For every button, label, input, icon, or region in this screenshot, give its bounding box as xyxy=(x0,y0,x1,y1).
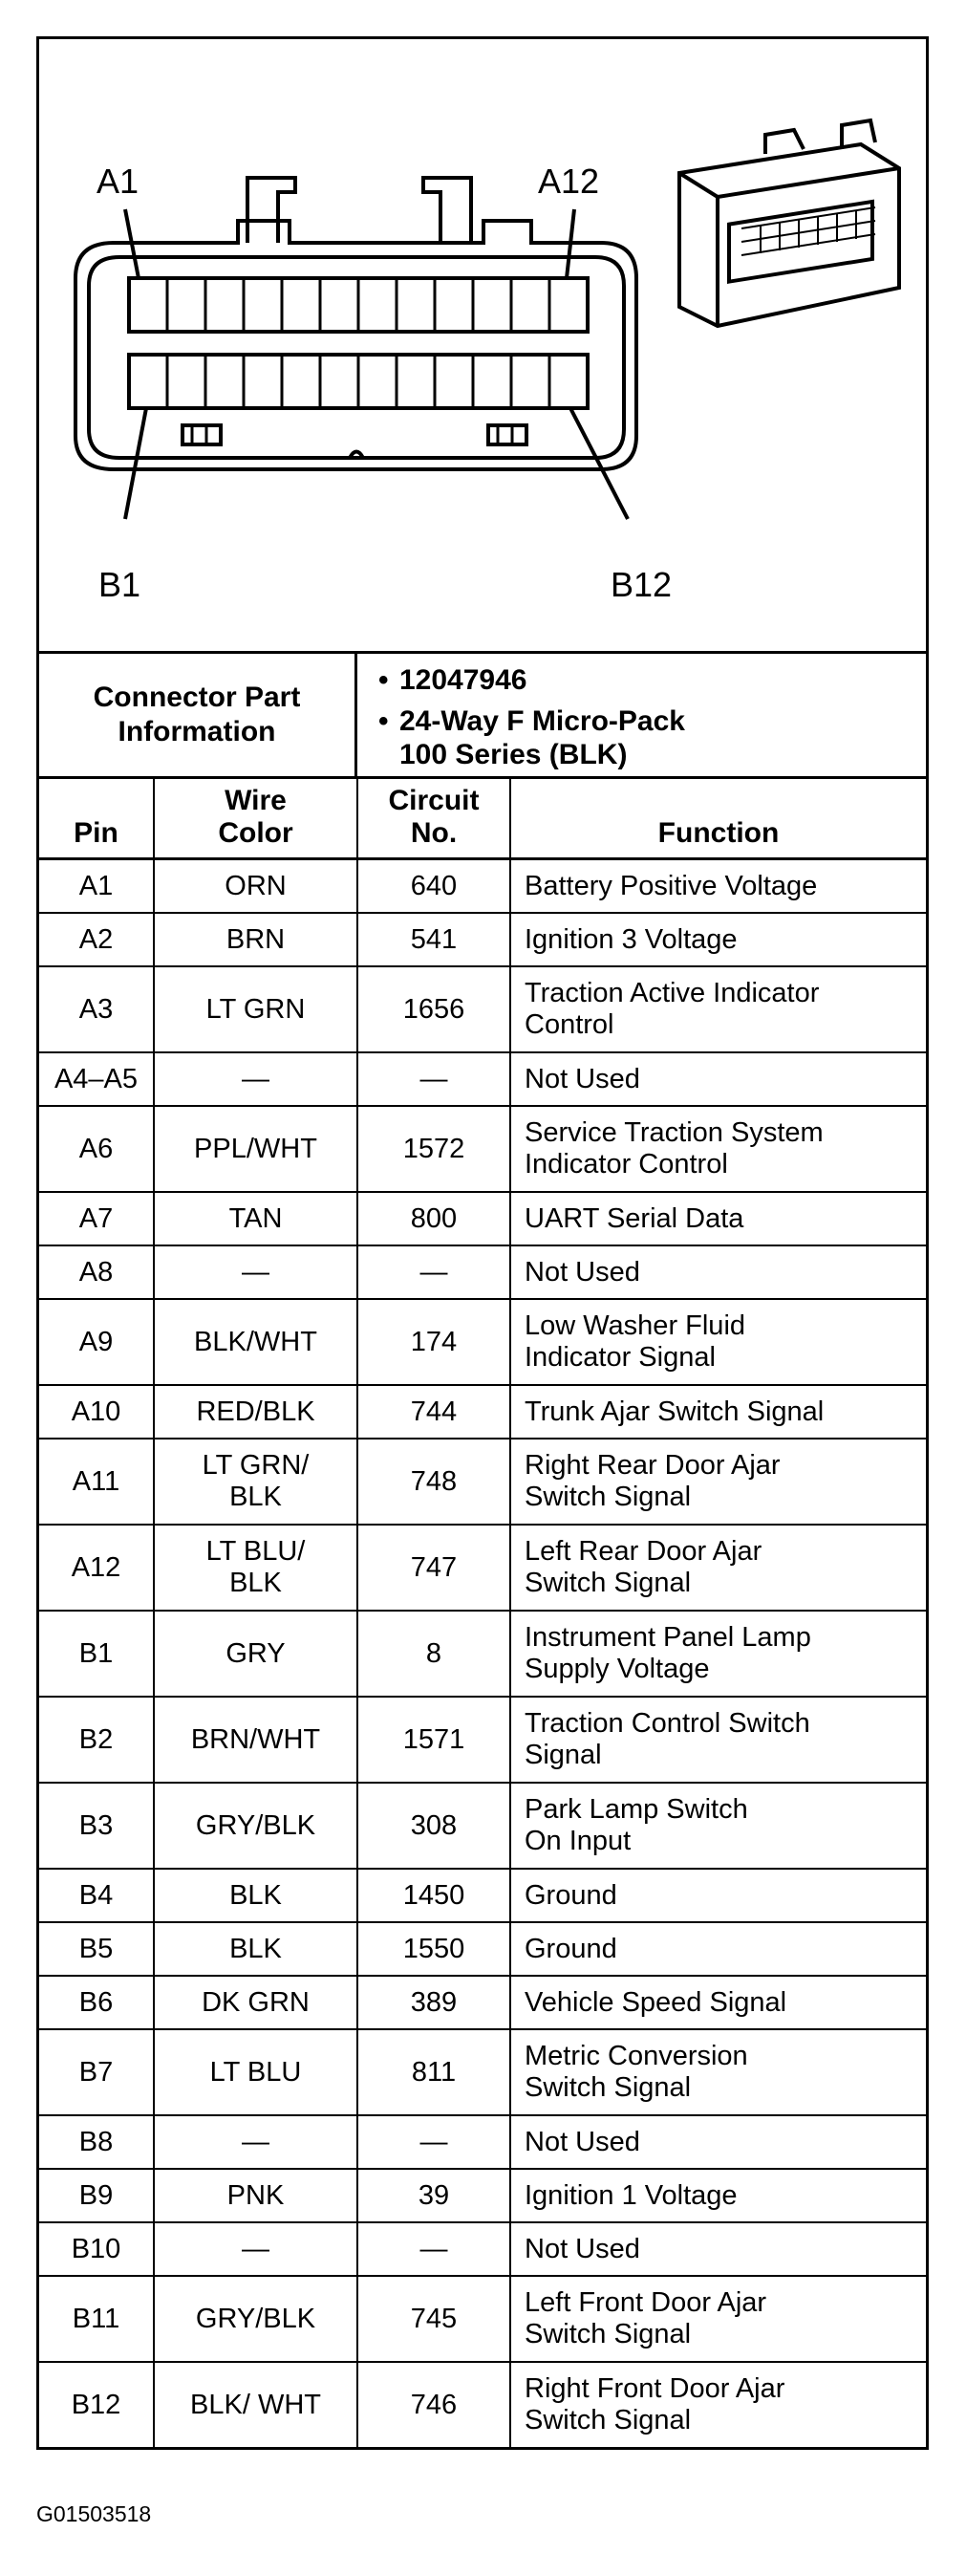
wire-color-cell xyxy=(154,966,357,1052)
wire-color-cell-text: BLK xyxy=(229,1482,282,1512)
wire-color-cell-text: BRN/WHT xyxy=(190,1723,321,1755)
pin-cell xyxy=(39,1106,154,1192)
function-cell xyxy=(510,1611,926,1697)
pin-cell xyxy=(39,2276,154,2362)
pin-cell xyxy=(39,2029,154,2115)
wire-color-cell-text: RED/BLK xyxy=(196,1396,315,1427)
pinout-rows xyxy=(39,859,926,2448)
function-cell-text: Metric Conversion xyxy=(525,2041,748,2071)
part-number: • 12047946 xyxy=(378,663,926,697)
table-row xyxy=(39,1869,926,1922)
pin-cell xyxy=(39,1385,154,1439)
function-cell xyxy=(510,1922,926,1976)
function-cell xyxy=(510,1525,926,1611)
header-wire-color: Wire Color xyxy=(154,779,357,859)
pin-cell xyxy=(39,2115,154,2169)
wire-color-cell xyxy=(154,2362,357,2447)
pin-cell xyxy=(39,1052,154,1106)
wire-color-cell xyxy=(154,1385,357,1439)
pin-cell xyxy=(39,1976,154,2029)
wire-color-cell-text: DK GRN xyxy=(202,1986,310,2018)
table-row xyxy=(39,1106,926,1192)
circuit-cell xyxy=(357,2169,510,2222)
function-cell xyxy=(510,913,926,966)
connector-info-details xyxy=(357,654,926,776)
pin-cell-text: B12 xyxy=(71,2389,121,2420)
circuit-cell-text: 745 xyxy=(410,2303,458,2334)
circuit-cell-text: 748 xyxy=(410,1465,458,1497)
function-cell-text: Not Used xyxy=(525,1256,640,1288)
connector-info-label-line1: Connector Part xyxy=(93,682,301,713)
circuit-cell xyxy=(357,1525,510,1611)
wire-color-cell-text: BLK/WHT xyxy=(194,1326,317,1357)
function-cell xyxy=(510,859,926,914)
header-function: Function xyxy=(510,779,926,859)
wire-color-cell xyxy=(154,1611,357,1697)
wire-color-cell-text: LT GRN/ xyxy=(202,1450,310,1481)
circuit-cell xyxy=(357,1052,510,1106)
table-row xyxy=(39,1976,926,2029)
wire-color-cell-text: — xyxy=(242,1256,269,1288)
circuit-cell-text: 1450 xyxy=(402,1879,465,1911)
function-cell-text: UART Serial Data xyxy=(525,1202,744,1234)
connector-sheet xyxy=(36,36,929,2450)
wire-color-cell xyxy=(154,1439,357,1525)
table-row xyxy=(39,1697,926,1783)
circuit-cell xyxy=(357,2276,510,2362)
function-cell-text: Not Used xyxy=(525,1063,640,1094)
function-cell-text: Not Used xyxy=(525,2233,640,2264)
circuit-cell xyxy=(357,1869,510,1922)
wire-color-cell xyxy=(154,2029,357,2115)
table-row xyxy=(39,1299,926,1385)
table-row xyxy=(39,1525,926,1611)
function-cell-text: Ground xyxy=(525,1933,617,1964)
function-cell-text: Switch Signal xyxy=(525,2405,692,2435)
table-row xyxy=(39,2276,926,2362)
function-cell-text: Battery Positive Voltage xyxy=(525,870,818,901)
table-row xyxy=(39,1245,926,1299)
pin-a12-label: A12 xyxy=(538,162,600,201)
function-cell-text: Indicator Control xyxy=(525,1149,728,1180)
wire-color-cell-text: LT BLU/ xyxy=(205,1536,306,1567)
pin-cell xyxy=(39,1439,154,1525)
wire-color-cell xyxy=(154,1245,357,1299)
pin-cell-text: B3 xyxy=(78,1809,114,1841)
pin-cell-text: B4 xyxy=(78,1879,114,1911)
wire-color-cell-text: BLK xyxy=(229,1879,282,1911)
table-row xyxy=(39,1439,926,1525)
pin-cell-text: B1 xyxy=(78,1637,114,1669)
circuit-cell-text: 1656 xyxy=(402,993,465,1025)
function-cell xyxy=(510,1192,926,1245)
circuit-cell-text: — xyxy=(419,2126,448,2157)
table-row xyxy=(39,2362,926,2447)
circuit-cell-text: 389 xyxy=(410,1986,458,2018)
wire-color-cell xyxy=(154,1192,357,1245)
function-cell xyxy=(510,1697,926,1783)
circuit-cell xyxy=(357,2115,510,2169)
wire-color-cell-text: BLK/ WHT xyxy=(190,2389,321,2420)
circuit-cell xyxy=(357,2029,510,2115)
function-cell xyxy=(510,1052,926,1106)
pin-cell-text: A12 xyxy=(71,1551,121,1583)
circuit-cell-text: 541 xyxy=(410,923,458,955)
table-row xyxy=(39,1385,926,1439)
connector-info-label-line2: Information xyxy=(118,716,276,747)
function-cell-text: Switch Signal xyxy=(525,1482,692,1512)
wire-color-cell-text: BLK xyxy=(229,1568,282,1598)
wire-color-cell xyxy=(154,859,357,914)
connector-face-drawing xyxy=(39,39,926,651)
circuit-cell xyxy=(357,1299,510,1385)
function-cell xyxy=(510,1869,926,1922)
function-cell-text: Park Lamp Switch xyxy=(525,1794,748,1825)
circuit-cell xyxy=(357,1106,510,1192)
wire-color-cell-text: LT GRN xyxy=(205,993,306,1025)
wire-color-cell xyxy=(154,1052,357,1106)
pin-cell-text: A9 xyxy=(78,1326,114,1357)
wire-color-cell xyxy=(154,1783,357,1869)
function-cell-text: Switch Signal xyxy=(525,2319,692,2349)
pin-cell xyxy=(39,913,154,966)
wire-color-cell xyxy=(154,2169,357,2222)
table-row xyxy=(39,2029,926,2115)
connector-diagram xyxy=(39,39,926,654)
function-cell xyxy=(510,2115,926,2169)
function-cell xyxy=(510,2276,926,2362)
header-circuit-no: Circuit No. xyxy=(357,779,510,859)
table-row xyxy=(39,2169,926,2222)
pin-cell xyxy=(39,1299,154,1385)
circuit-cell-text: 8 xyxy=(425,1637,442,1669)
function-cell-text: Ground xyxy=(525,1879,617,1911)
circuit-cell-text: 39 xyxy=(418,2179,450,2211)
pin-a1-label: A1 xyxy=(97,162,140,201)
pin-cell-text: B9 xyxy=(78,2179,114,2211)
function-cell-text: Control xyxy=(525,1009,614,1040)
pin-cell xyxy=(39,859,154,914)
wire-color-cell xyxy=(154,2115,357,2169)
wire-color-cell xyxy=(154,1106,357,1192)
function-cell xyxy=(510,966,926,1052)
function-cell-text: Ignition 3 Voltage xyxy=(525,923,738,955)
function-cell xyxy=(510,1385,926,1439)
pin-cell-text: B10 xyxy=(71,2233,121,2264)
circuit-cell-text: — xyxy=(419,2233,448,2264)
pin-cell-text: A1 xyxy=(78,870,114,901)
wire-color-cell-text: BLK xyxy=(229,1933,282,1964)
circuit-cell-text: 308 xyxy=(410,1809,458,1841)
function-cell-text: Indicator Signal xyxy=(525,1342,716,1373)
function-cell-text: Signal xyxy=(525,1740,602,1770)
function-cell xyxy=(510,2029,926,2115)
wire-color-cell xyxy=(154,2276,357,2362)
wire-color-cell-text: PPL/WHT xyxy=(194,1133,317,1164)
function-cell-text: Traction Active Indicator xyxy=(525,978,820,1008)
pin-cell-text: A3 xyxy=(78,993,114,1025)
circuit-cell xyxy=(357,1245,510,1299)
function-cell-text: Vehicle Speed Signal xyxy=(525,1986,787,2018)
circuit-cell-text: — xyxy=(419,1063,448,1094)
circuit-cell-text: 1571 xyxy=(402,1723,465,1755)
pin-cell-text: B5 xyxy=(78,1933,114,1964)
pin-cell xyxy=(39,1192,154,1245)
pin-cell xyxy=(39,1245,154,1299)
function-cell-text: Instrument Panel Lamp xyxy=(525,1622,811,1653)
pin-cell-text: A2 xyxy=(78,923,114,955)
pin-cell-text: B7 xyxy=(78,2056,114,2088)
pin-cell-text: A6 xyxy=(78,1133,114,1164)
table-row xyxy=(39,1611,926,1697)
pin-cell xyxy=(39,2169,154,2222)
function-cell-text: Ignition 1 Voltage xyxy=(525,2179,738,2211)
function-cell xyxy=(510,2169,926,2222)
wire-color-cell-text: BRN xyxy=(225,923,286,955)
pin-cell-text: A7 xyxy=(78,1202,114,1234)
pin-cell xyxy=(39,1783,154,1869)
pin-cell-text: A4–A5 xyxy=(54,1063,139,1094)
wire-color-cell-text: — xyxy=(242,2126,269,2157)
pinout-table xyxy=(39,779,926,2447)
connector-description-line1: • 24-Way F Micro-Pack xyxy=(378,704,926,738)
pin-cell xyxy=(39,1922,154,1976)
connector-description-line2: 100 Series (BLK) xyxy=(399,739,628,770)
circuit-cell xyxy=(357,1385,510,1439)
wire-color-cell-text: — xyxy=(242,1063,269,1094)
function-cell xyxy=(510,1245,926,1299)
function-cell-text: Trunk Ajar Switch Signal xyxy=(525,1396,825,1427)
table-row xyxy=(39,1192,926,1245)
wire-color-cell-text: — xyxy=(242,2233,269,2264)
circuit-cell xyxy=(357,859,510,914)
circuit-cell xyxy=(357,1783,510,1869)
pin-cell xyxy=(39,1611,154,1697)
pin-cell xyxy=(39,1525,154,1611)
wire-color-cell xyxy=(154,2222,357,2276)
table-row xyxy=(39,859,926,914)
circuit-cell xyxy=(357,2362,510,2447)
pin-cell-text: B6 xyxy=(78,1986,114,2018)
circuit-cell xyxy=(357,2222,510,2276)
pin-cell xyxy=(39,1869,154,1922)
function-cell-text: Not Used xyxy=(525,2126,640,2157)
circuit-cell xyxy=(357,1922,510,1976)
header-pin: Pin xyxy=(39,779,154,859)
circuit-cell xyxy=(357,1439,510,1525)
circuit-cell-text: 1550 xyxy=(402,1933,465,1964)
function-cell-text: On Input xyxy=(525,1826,632,1856)
pinout-header-row xyxy=(39,779,926,859)
wire-color-cell-text: GRY/BLK xyxy=(195,1809,316,1841)
circuit-cell xyxy=(357,913,510,966)
wire-color-cell-text: ORN xyxy=(225,870,287,901)
circuit-cell-text: — xyxy=(419,1256,448,1288)
circuit-cell-text: 746 xyxy=(410,2389,458,2420)
pin-cell xyxy=(39,966,154,1052)
wire-color-cell xyxy=(154,913,357,966)
circuit-cell xyxy=(357,1611,510,1697)
wire-color-cell xyxy=(154,1869,357,1922)
pin-b12-label: B12 xyxy=(611,565,673,604)
function-cell xyxy=(510,1976,926,2029)
circuit-cell-text: 811 xyxy=(411,2056,457,2088)
figure-id: G01503518 xyxy=(36,2501,152,2526)
wire-color-cell-text: GRY/BLK xyxy=(195,2303,316,2334)
connector-info-label xyxy=(39,654,357,776)
wire-color-cell-text: LT BLU xyxy=(209,2056,302,2088)
function-cell-text: Supply Voltage xyxy=(525,1654,710,1684)
wire-color-cell xyxy=(154,1697,357,1783)
circuit-cell-text: 1572 xyxy=(402,1133,465,1164)
wire-color-cell-text: GRY xyxy=(225,1637,286,1669)
pin-cell-text: A10 xyxy=(71,1396,121,1427)
table-row xyxy=(39,1922,926,1976)
function-cell-text: Service Traction System xyxy=(525,1117,824,1148)
pin-cell-text: B8 xyxy=(78,2126,114,2157)
wire-color-cell-text: TAN xyxy=(228,1202,283,1234)
table-row xyxy=(39,966,926,1052)
function-cell-text: Right Front Door Ajar xyxy=(525,2373,785,2404)
function-cell-text: Right Rear Door Ajar xyxy=(525,1450,781,1481)
table-row xyxy=(39,1783,926,1869)
function-cell xyxy=(510,2222,926,2276)
function-cell-text: Switch Signal xyxy=(525,1568,692,1598)
function-cell xyxy=(510,1439,926,1525)
function-cell-text: Left Rear Door Ajar xyxy=(525,1536,762,1567)
function-cell xyxy=(510,2362,926,2447)
pin-cell-text: B2 xyxy=(78,1723,114,1755)
connector-part-info xyxy=(39,654,926,779)
pin-cell xyxy=(39,2222,154,2276)
function-cell xyxy=(510,1783,926,1869)
pin-cell-text: B11 xyxy=(72,2303,120,2334)
function-cell-text: Switch Signal xyxy=(525,2072,692,2103)
function-cell-text: Traction Control Switch xyxy=(525,1708,810,1739)
table-row xyxy=(39,2115,926,2169)
pin-b1-label: B1 xyxy=(98,565,141,604)
circuit-cell-text: 800 xyxy=(410,1202,458,1234)
wire-color-cell xyxy=(154,1299,357,1385)
circuit-cell-text: 747 xyxy=(410,1551,458,1583)
table-row xyxy=(39,2222,926,2276)
circuit-cell-text: 174 xyxy=(410,1326,458,1357)
wire-color-cell xyxy=(154,1922,357,1976)
wire-color-cell-text: PNK xyxy=(226,2179,285,2211)
circuit-cell xyxy=(357,1976,510,2029)
circuit-cell-text: 744 xyxy=(410,1396,458,1427)
function-cell-text: Left Front Door Ajar xyxy=(525,2287,767,2318)
circuit-cell xyxy=(357,1697,510,1783)
pin-cell xyxy=(39,1697,154,1783)
table-row xyxy=(39,913,926,966)
circuit-cell-text: 640 xyxy=(410,870,458,901)
pin-cell xyxy=(39,2362,154,2447)
function-cell xyxy=(510,1106,926,1192)
table-row xyxy=(39,1052,926,1106)
wire-color-cell xyxy=(154,1525,357,1611)
pin-cell-text: A8 xyxy=(78,1256,114,1288)
function-cell xyxy=(510,1299,926,1385)
wire-color-cell xyxy=(154,1976,357,2029)
circuit-cell xyxy=(357,966,510,1052)
function-cell-text: Low Washer Fluid xyxy=(525,1310,746,1341)
pin-cell-text: A11 xyxy=(72,1465,120,1497)
circuit-cell xyxy=(357,1192,510,1245)
